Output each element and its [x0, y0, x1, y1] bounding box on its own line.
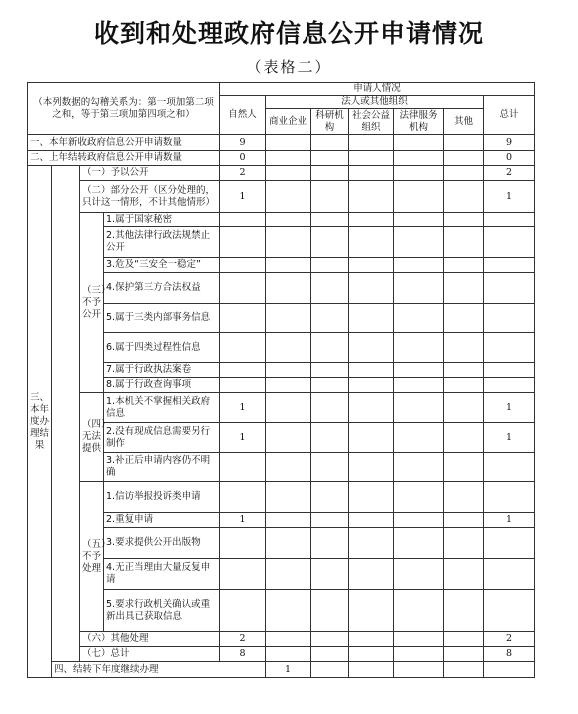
table-row	[28, 393, 535, 423]
application-stats-table	[27, 82, 535, 678]
natural-person-cell	[220, 482, 266, 513]
table-row	[28, 453, 535, 482]
total-header: 总计	[484, 96, 535, 135]
natural-person-cell: 1	[266, 662, 311, 678]
row-label: 4.无正当理由大量反复申请	[104, 559, 220, 590]
row-label: 3.危及“三安全一稳定”	[104, 258, 220, 273]
page-subtitle: （表格二）	[246, 58, 332, 76]
natural-person-cell: 8	[220, 647, 266, 662]
natural-person-cell: 9	[220, 135, 266, 151]
total-cell: 1	[484, 423, 535, 453]
org-header-business: 商业企业	[266, 109, 311, 135]
legal-group-header: 法人或其他组织	[266, 96, 484, 109]
table-note: （本列数据的勾稽关系为：第一项加第二项之和，等于第三项加第四项之和）	[28, 83, 220, 135]
row-label: 7.属于行政执法案卷	[104, 363, 220, 378]
total-cell: 0	[484, 151, 535, 166]
table-row	[28, 333, 535, 363]
org-header-research: 科研机构	[311, 109, 349, 135]
row-label: 2.其他法律行政法规禁止公开	[104, 227, 220, 258]
total-cell	[484, 528, 535, 559]
org-header-other: 其他	[444, 109, 484, 135]
table-row	[28, 227, 535, 258]
natural-person-cell: 0	[220, 151, 266, 166]
total-cell: 1	[484, 393, 535, 423]
table-row	[28, 559, 535, 590]
row-label: （一）予以公开	[80, 166, 220, 181]
row-label: 一、本年新收政府信息公开申请数量	[28, 135, 220, 151]
total-cell: 1	[484, 181, 535, 213]
section-three-label: 三、本年度办理结果	[28, 166, 52, 678]
table-row	[28, 513, 535, 528]
total-cell	[484, 559, 535, 590]
row-label: 8.属于行政查询事项	[104, 378, 220, 393]
row-label: 6.属于四类过程性信息	[104, 333, 220, 363]
natural-person-cell	[220, 528, 266, 559]
row-label: 四、结转下年度继续办理	[52, 662, 266, 678]
row-label: 3.补正后申请内容仍不明确	[104, 453, 220, 482]
table-row	[28, 151, 535, 166]
group-label-cannot-provide: （四）无法提供	[80, 393, 104, 482]
table-row	[28, 166, 535, 181]
row-label: （二）部分公开（区分处理的，只计这一情形，不计其他情形）	[80, 181, 220, 213]
natural-person-cell: 2	[220, 632, 266, 647]
total-cell: 2	[484, 632, 535, 647]
total-cell: 1	[484, 513, 535, 528]
natural-person-cell: 1	[220, 181, 266, 213]
row-label: 2.重复申请	[104, 513, 220, 528]
row-label: 二、上年结转政府信息公开申请数量	[28, 151, 220, 166]
total-cell: 9	[484, 135, 535, 151]
row-label: 1.本机关不掌握相关政府信息	[104, 393, 220, 423]
natural-person-cell: 1	[220, 393, 266, 423]
org-header-legal-service: 法律服务机构	[394, 109, 444, 135]
applicant-header: 申请人情况	[220, 83, 535, 96]
group-label-not-disclosed: （三）不予公开	[80, 213, 104, 393]
total-cell	[484, 482, 535, 513]
row-label: （七）总计	[80, 647, 220, 662]
natural-person-cell: 1	[220, 513, 266, 528]
table-row	[28, 647, 535, 662]
org-header-public-welfare: 社会公益组织	[349, 109, 394, 135]
natural-person-header: 自然人	[220, 96, 266, 135]
table-row	[28, 378, 535, 393]
table-row	[28, 213, 535, 227]
row-label: 3.要求提供公开出版物	[104, 528, 220, 559]
table-row	[28, 590, 535, 632]
table-row	[28, 632, 535, 647]
total-cell	[484, 453, 535, 482]
table-row	[28, 662, 535, 678]
natural-person-cell	[220, 590, 266, 632]
total-cell: 2	[484, 166, 535, 181]
row-label: 1.属于国家秘密	[104, 213, 220, 227]
row-label: 2.没有现成信息需要另行制作	[104, 423, 220, 453]
row-label: 5.要求行政机关确认或重新出具已获取信息	[104, 590, 220, 632]
row-label: （六）其他处理	[80, 632, 220, 647]
total-cell: 8	[484, 647, 535, 662]
natural-person-cell	[220, 559, 266, 590]
natural-person-cell: 1	[220, 423, 266, 453]
natural-person-cell	[220, 453, 266, 482]
row-label: 5.属于三类内部事务信息	[104, 304, 220, 333]
table-row	[28, 482, 535, 513]
table-row	[28, 181, 535, 213]
row-label: 1.信访举报投诉类申请	[104, 482, 220, 513]
page-title: 收到和处理政府信息公开申请情况	[93, 19, 484, 48]
natural-person-cell: 2	[220, 166, 266, 181]
group-label-not-processed: （五）不予处理	[80, 482, 104, 632]
table-row	[28, 258, 535, 273]
table-row	[28, 304, 535, 333]
table-row	[28, 135, 535, 151]
row-label: 4.保护第三方合法权益	[104, 273, 220, 304]
table-row	[28, 363, 535, 378]
total-cell	[484, 590, 535, 632]
